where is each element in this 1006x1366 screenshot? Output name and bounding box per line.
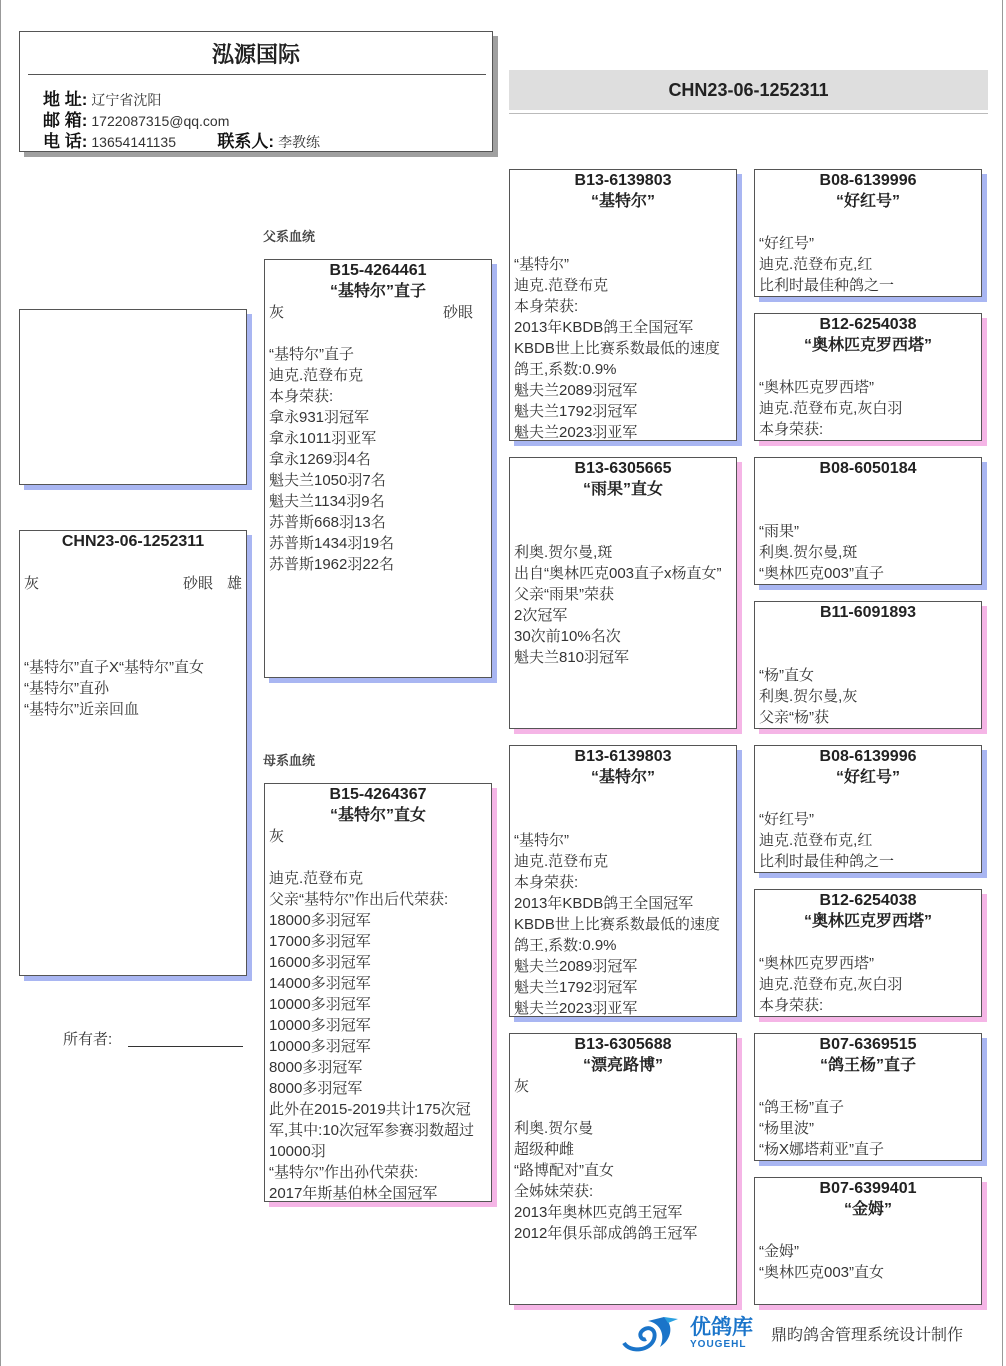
note-line: 迪克.范登布克,灰白羽 [759, 976, 903, 993]
ring-number: B07-6399401 [819, 1180, 917, 1197]
spacer [759, 1220, 977, 1241]
note-line: 此外在2015-2019共计175次冠军,其中:10次冠军参赛羽数超过10000羽 [269, 1101, 475, 1160]
pedigree-card-sdd[interactable] [754, 601, 982, 729]
note-line: 本身荣获: [759, 997, 824, 1014]
ring-banner: CHN23-06-1252311 [509, 70, 988, 110]
pedigree-card-dds[interactable] [754, 1033, 982, 1161]
note-line: 10000多羽冠军 [269, 1017, 371, 1034]
eye-sex [718, 212, 732, 233]
spacer [759, 932, 977, 953]
note-line: 魁夫兰810羽冠军 [514, 649, 630, 666]
note-line: 迪克.范登布克 [514, 853, 609, 870]
note-line: “好红号” [759, 811, 814, 828]
note-line: “杨X娜塔莉亚”直子 [759, 1141, 884, 1158]
note-line: 8000多羽冠军 [269, 1080, 363, 1097]
contact-label: 联系人: [217, 132, 275, 151]
spacer [269, 847, 487, 868]
spacer [514, 521, 732, 542]
spacer [514, 1097, 732, 1118]
phone-value: 13654141135 [91, 134, 176, 150]
note-line: “好红号” [759, 235, 814, 252]
note-line: 迪克.范登布克 [514, 277, 609, 294]
note-line: 魁夫兰1792羽冠军 [514, 979, 638, 996]
pedigree-notes [759, 377, 977, 440]
attributes-row [514, 212, 732, 233]
pedigree-notes [269, 868, 487, 1202]
note-line: 苏普斯668羽13名 [269, 514, 386, 531]
attributes-row [24, 573, 242, 594]
spacer [514, 233, 732, 254]
note-line: 本身荣获: [514, 298, 579, 315]
pigeon-name [759, 623, 977, 644]
note-line: 比利时最佳种鸽之一 [759, 853, 895, 870]
brand-name-en: YOUGEHL [690, 1338, 747, 1350]
pigeon-name: “奥林匹克罗西塔” [803, 337, 932, 354]
pedigree-notes [759, 1241, 977, 1283]
email-value: 1722087315@qq.com [91, 113, 230, 129]
pigeon-name [759, 479, 977, 500]
attributes-row [269, 302, 487, 323]
spacer [514, 809, 732, 830]
spacer [759, 644, 977, 665]
note-line: 2次冠军 [514, 607, 568, 624]
note-line: “基特尔”直孙 [24, 680, 109, 697]
ring-number: B13-6305665 [574, 460, 672, 477]
note-line: 魁夫兰2023羽亚军 [514, 1000, 638, 1017]
pigeon-name: “漂亮路博” [582, 1057, 663, 1074]
ring-number: B15-4264461 [329, 262, 427, 279]
sex: 雄 [226, 575, 242, 592]
note-line: 出自“奥林匹克003直子x杨直女” [514, 565, 722, 582]
note-line: “路博配对”直女 [514, 1162, 614, 1179]
note-line: 迪克.范登布克,灰白羽 [759, 400, 903, 417]
footer [620, 1310, 963, 1356]
pigeon-name: “雨果”直女 [582, 481, 663, 498]
photo-box [19, 309, 247, 485]
note-line: “鸽王杨”直子 [759, 1099, 844, 1116]
pedigree-card-sds[interactable] [754, 457, 982, 585]
plumage-color: 灰 [514, 1078, 530, 1095]
address-value: 辽宁省沈阳 [91, 92, 162, 108]
sire-line-label: 父系血统 [263, 229, 316, 244]
note-line: 10000多羽冠军 [269, 996, 371, 1013]
brand-name: 优鸽库 [690, 1315, 753, 1339]
owner-signature-line [128, 1046, 243, 1047]
note-line: 迪克.范登布克,红 [759, 256, 873, 273]
note-line: 拿永931羽冠军 [269, 409, 370, 426]
note-line: 2013年KBDB鸽王全国冠军 [514, 895, 694, 912]
note-line: 迪克.范登布克,红 [759, 832, 873, 849]
note-line: “杨里波” [759, 1120, 814, 1137]
ring-number: B08-6139996 [819, 748, 917, 765]
pedigree-notes [269, 344, 487, 575]
note-line: 利奥.贺尔曼,灰 [759, 688, 858, 705]
ring-number: CHN23-06-1252311 [61, 533, 205, 550]
attributes-row [514, 788, 732, 809]
plumage-color: 灰 [24, 575, 40, 592]
pedigree-notes [514, 1118, 732, 1244]
email-label: 邮 箱: [43, 111, 88, 130]
eye-sex [718, 788, 732, 809]
attributes-row [269, 826, 487, 847]
note-line: 父亲“杨”获 [759, 709, 829, 726]
ring-number: B13-6305688 [574, 1036, 672, 1053]
note-line: “基特尔”直子X“基特尔”直女 [24, 659, 204, 676]
note-line: 2012年俱乐部成鸽鸽王冠军 [514, 1225, 698, 1242]
divider [28, 74, 486, 75]
note-line: “金姆” [759, 1243, 799, 1260]
address-label: 地 址: [43, 90, 88, 109]
spacer [759, 788, 977, 809]
note-line: 本身荣获: [759, 421, 824, 438]
note-line: 魁夫兰2089羽冠军 [514, 958, 638, 975]
pigeon-name: “基特尔” [590, 193, 655, 210]
note-line: 魁夫兰2089羽冠军 [514, 382, 638, 399]
pedigree-notes [24, 657, 242, 720]
pedigree-card-dd[interactable] [509, 1033, 737, 1305]
ring-number: B12-6254038 [819, 892, 917, 909]
note-line: 30次前10%名次 [514, 628, 621, 645]
note-line: 本身荣获: [269, 388, 334, 405]
attributes-row [514, 500, 732, 521]
note-line: 全姊妹荣获: [514, 1183, 594, 1200]
eye-sex [473, 826, 487, 847]
phone-row [43, 127, 320, 152]
pedigree-card-ds[interactable] [509, 745, 737, 1017]
note-line: KBDB世上比赛系数最低的速度鸽王,系数:0.9% [514, 340, 720, 378]
note-line: 苏普斯1434羽19名 [269, 535, 395, 552]
eye-type: 砂眼 [182, 575, 213, 592]
ring-number: B07-6369515 [819, 1036, 917, 1053]
spacer [759, 212, 977, 233]
eye-type: 砂眼 [442, 304, 473, 321]
pedigree-notes [759, 953, 977, 1016]
pedigree-card-sss[interactable] [754, 169, 982, 297]
note-line: 比利时最佳种鸽之一 [759, 277, 895, 294]
note-line: 16000多羽冠军 [269, 954, 371, 971]
note-line: 14000多羽冠军 [269, 975, 371, 992]
note-line: “基特尔”近亲回血 [24, 701, 139, 718]
pigeon-name: “基特尔”直女 [329, 807, 426, 824]
loft-info-header [19, 31, 493, 152]
owner-label: 所有者: [63, 1031, 113, 1048]
pedigree-notes [514, 254, 732, 441]
pigeon-name: “好红号” [835, 769, 900, 786]
note-line: 苏普斯1962羽22名 [269, 556, 395, 573]
spacer [759, 1076, 977, 1097]
note-line: “雨果” [759, 523, 799, 540]
pedigree-notes [759, 665, 977, 728]
pedigree-card-dam[interactable] [264, 783, 492, 1202]
note-line: 8000多羽冠军 [269, 1059, 363, 1076]
pedigree-notes [514, 542, 732, 668]
spacer [24, 636, 242, 657]
note-line: 拿永1269羽4名 [269, 451, 371, 468]
ring-number: B08-6139996 [819, 172, 917, 189]
note-line: 超级种雌 [514, 1141, 575, 1158]
pigeon-name: “基特尔” [590, 769, 655, 786]
ring-number: B12-6254038 [819, 316, 917, 333]
pedigree-card-sd[interactable] [509, 457, 737, 729]
spacer [24, 552, 242, 573]
spacer [24, 594, 242, 615]
loft-name: 泓源国际 [211, 42, 300, 67]
eye-sex [718, 500, 732, 521]
ring-number: B08-6050184 [819, 460, 917, 477]
pedigree-card-dsd[interactable] [754, 889, 982, 1017]
ring-number: B15-4264367 [329, 786, 427, 803]
ring-number: B13-6139803 [574, 172, 672, 189]
note-line: 魁夫兰2023羽亚军 [514, 424, 638, 441]
pedigree-card-sire[interactable] [264, 259, 492, 678]
note-line: 魁夫兰1792羽冠军 [514, 403, 638, 420]
pedigree-card-ssd[interactable] [754, 313, 982, 441]
note-line: 18000多羽冠军 [269, 912, 371, 929]
note-line: 父亲“雨果”荣获 [514, 586, 614, 603]
note-line: 魁夫兰1134羽9名 [269, 493, 385, 510]
pedigree-card-ddd[interactable] [754, 1177, 982, 1305]
spacer [24, 615, 242, 636]
pedigree-notes [514, 830, 732, 1017]
contact-value: 李教练 [278, 134, 321, 150]
note-line: “奥林匹克003”直子 [759, 565, 885, 582]
maker-credit: 鼎昀鸽舍管理系统设计制作 [771, 1326, 964, 1344]
pedigree-notes [759, 1097, 977, 1160]
note-line: “杨”直女 [759, 667, 814, 684]
note-line: “基特尔”作出孙代荣获: [269, 1164, 419, 1181]
pedigree-card-ss[interactable] [509, 169, 737, 441]
pigeon-name: “好红号” [835, 193, 900, 210]
eye-sex [718, 1076, 732, 1097]
note-line: 2013年奥林匹克鸽王冠军 [514, 1204, 683, 1221]
note-line: “基特尔” [514, 256, 569, 273]
note-line: KBDB世上比赛系数最低的速度鸽王,系数:0.9% [514, 916, 720, 954]
eye-sex [183, 573, 242, 594]
note-line: “奥林匹克罗西塔” [759, 379, 874, 396]
pedigree-notes [759, 521, 977, 584]
dam-line-label: 母系血统 [263, 753, 316, 768]
note-line: “奥林匹克003”直女 [759, 1264, 885, 1281]
pigeon-name: “基特尔”直子 [329, 283, 426, 300]
ring-number: B11-6091893 [819, 604, 917, 621]
divider [509, 113, 988, 114]
pedigree-notes [759, 233, 977, 296]
spacer [759, 356, 977, 377]
pigeon-name: “鸽王杨”直子 [819, 1057, 916, 1074]
note-line: 17000多羽冠军 [269, 933, 371, 950]
note-line: 父亲“基特尔”作出后代荣获: [269, 891, 449, 908]
ring-number: B13-6139803 [574, 748, 672, 765]
pigeon-name: “奥林匹克罗西塔” [803, 913, 932, 930]
yougeku-logo-icon [620, 1313, 686, 1353]
note-line: 2013年KBDB鸽王全国冠军 [514, 319, 694, 336]
note-line: 利奥.贺尔曼 [514, 1120, 594, 1137]
note-line: 利奥.贺尔曼,斑 [759, 544, 858, 561]
note-line: 拿永1011羽亚军 [269, 430, 377, 447]
plumage-color: 灰 [269, 828, 285, 845]
pedigree-card-dss[interactable] [754, 745, 982, 873]
note-line: 利奥.贺尔曼,斑 [514, 544, 613, 561]
note-line: 10000多羽冠军 [269, 1038, 371, 1055]
eye-sex [443, 302, 487, 323]
pedigree-card-subject[interactable] [19, 530, 247, 976]
note-line: “奥林匹克罗西塔” [759, 955, 874, 972]
note-line: 2017年斯基伯林全国冠军 [269, 1185, 438, 1202]
note-line: 迪克.范登布克 [269, 367, 364, 384]
note-line: 魁夫兰1050羽7名 [269, 472, 386, 489]
spacer [759, 500, 977, 521]
pigeon-name: “金姆” [843, 1201, 892, 1218]
plumage-color: 灰 [269, 304, 285, 321]
attributes-row [514, 1076, 732, 1097]
spacer [269, 323, 487, 344]
note-line: 本身荣获: [514, 874, 579, 891]
note-line: “基特尔”直子 [269, 346, 354, 363]
phone-label: 电 话: [43, 132, 88, 151]
note-line: 迪克.范登布克 [269, 870, 364, 887]
pedigree-notes [759, 809, 977, 872]
note-line: “基特尔” [514, 832, 569, 849]
